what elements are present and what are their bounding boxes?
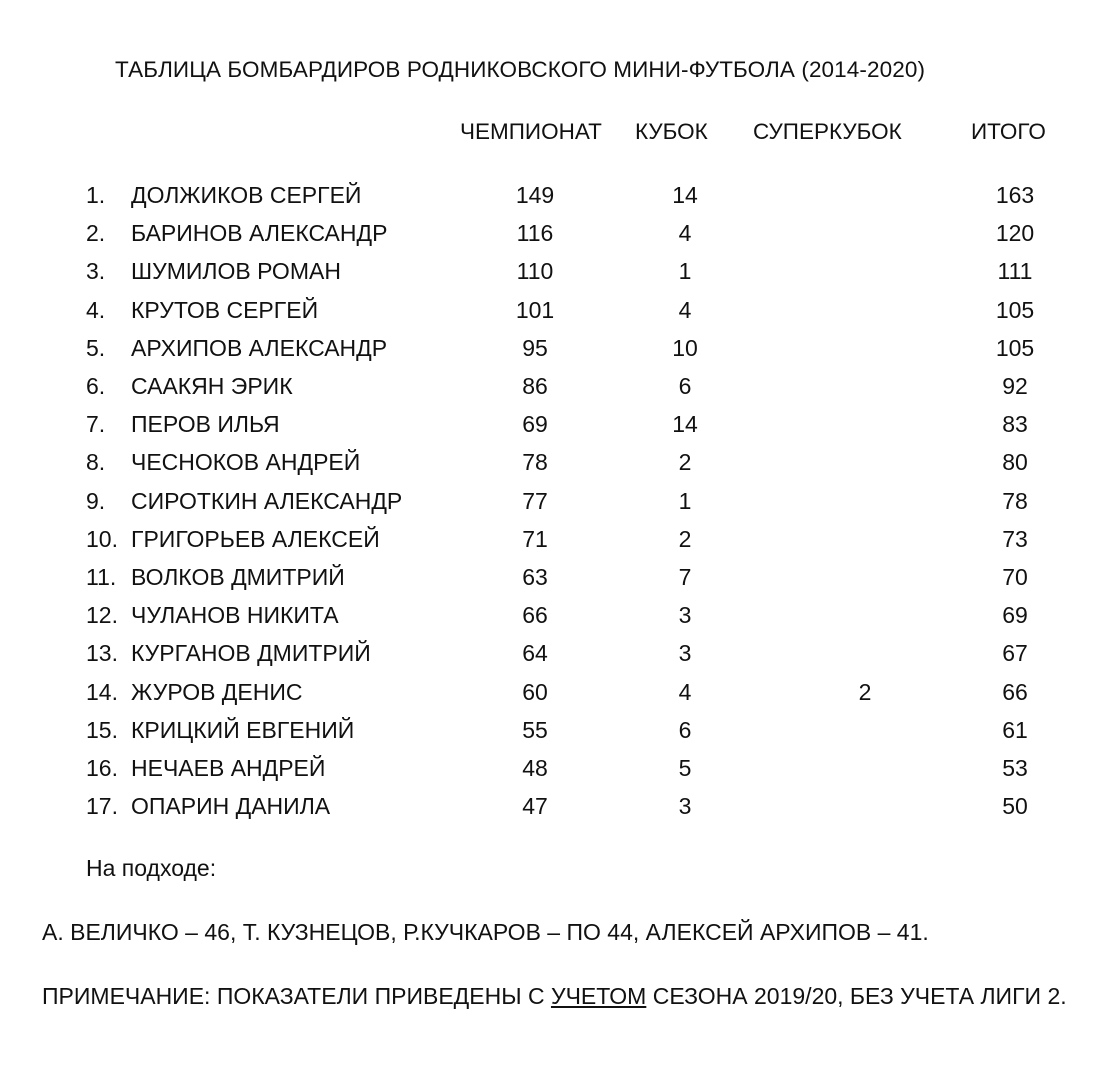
column-header-supercup: СУПЕРКУБОК bbox=[753, 119, 902, 144]
cup-goals-cell: 4 bbox=[678, 296, 692, 323]
table-row bbox=[0, 413, 1106, 443]
rank-cell: 2. bbox=[86, 220, 106, 247]
player-name-cell: ЧУЛАНОВ НИКИТА bbox=[131, 602, 339, 629]
championship-goals-cell: 95 bbox=[522, 334, 548, 361]
table-row bbox=[0, 260, 1106, 290]
player-name-cell: ДОЛЖИКОВ СЕРГЕЙ bbox=[131, 182, 362, 208]
table-row bbox=[0, 525, 1106, 558]
rank-cell: 17. bbox=[86, 793, 118, 820]
championship-goals-cell: 86 bbox=[522, 373, 548, 399]
player-name-cell: ГРИГОРЬЕВ АЛЕКСЕЙ bbox=[131, 525, 380, 552]
total-goals-cell: 50 bbox=[1002, 793, 1028, 820]
rank-cell: 16. bbox=[86, 755, 118, 781]
player-name-cell: КРИЦКИЙ ЕВГЕНИЙ bbox=[131, 716, 355, 743]
total-goals-cell: 67 bbox=[1002, 640, 1028, 667]
championship-goals-cell: 101 bbox=[515, 296, 555, 323]
player-name-cell: ОПАРИН ДАНИЛА bbox=[131, 793, 331, 820]
total-goals-cell: 163 bbox=[995, 182, 1035, 208]
cup-goals-cell: 6 bbox=[678, 716, 692, 743]
player-name-cell: СИРОТКИН АЛЕКСАНДР bbox=[131, 487, 403, 514]
rank-cell: 12. bbox=[86, 602, 118, 629]
total-goals-cell: 73 bbox=[1002, 525, 1028, 552]
rank-cell: 11. bbox=[86, 564, 117, 590]
table-row bbox=[0, 184, 1106, 214]
player-name-cell: ЧЕСНОКОВ АНДРЕЙ bbox=[131, 449, 361, 476]
cup-goals-cell: 14 bbox=[672, 182, 698, 208]
cup-goals-cell: 10 bbox=[672, 334, 698, 361]
table-row bbox=[0, 451, 1106, 481]
championship-goals-cell: 55 bbox=[522, 716, 548, 743]
cup-goals-cell: 2 bbox=[678, 449, 692, 476]
column-header-cup: КУБОК bbox=[635, 119, 708, 144]
rank-cell: 9. bbox=[86, 487, 106, 514]
rank-cell: 1. bbox=[86, 182, 106, 208]
championship-goals-cell: 116 bbox=[516, 220, 554, 247]
total-goals-cell: 83 bbox=[1002, 411, 1028, 438]
championship-goals-cell: 78 bbox=[522, 449, 548, 476]
rank-cell: 14. bbox=[86, 678, 118, 705]
championship-goals-cell: 48 bbox=[522, 755, 548, 781]
note-prefix: ПРИМЕЧАНИЕ: ПОКАЗАТЕЛИ ПРИВЕДЕНЫ С bbox=[42, 983, 551, 1009]
table-row bbox=[0, 642, 1106, 672]
rank-cell: 3. bbox=[86, 258, 106, 285]
table-row bbox=[0, 296, 1106, 329]
cup-goals-cell: 1 bbox=[678, 487, 692, 514]
note-underlined: УЧЕТОМ bbox=[550, 983, 647, 1009]
note-suffix: СЕЗОНА 2019/20, БЕЗ УЧЕТА ЛИГИ 2. bbox=[646, 983, 1067, 1009]
upcoming-label: На подходе: bbox=[86, 855, 217, 881]
upcoming-players: А. ВЕЛИЧКО – 46, Т. КУЗНЕЦОВ, Р.КУЧКАРОВ – ПО 44, АЛЕКСЕЙ АРХИПОВ – 41. bbox=[42, 919, 929, 945]
cup-goals-cell: 4 bbox=[678, 220, 692, 247]
player-name-cell: КУРГАНОВ ДМИТРИЙ bbox=[131, 640, 371, 667]
table-row bbox=[0, 716, 1106, 749]
supercup-goals-cell: 2 bbox=[858, 678, 872, 705]
total-goals-cell: 105 bbox=[995, 334, 1035, 361]
cup-goals-cell: 14 bbox=[672, 411, 698, 438]
rank-cell: 4. bbox=[86, 296, 106, 323]
column-header-championship: ЧЕМПИОНАТ bbox=[460, 119, 602, 144]
total-goals-cell: 69 bbox=[1002, 602, 1028, 629]
total-goals-cell: 78 bbox=[1002, 487, 1028, 514]
total-goals-cell: 105 bbox=[995, 296, 1035, 323]
championship-goals-cell: 149 bbox=[515, 182, 555, 208]
total-goals-cell: 80 bbox=[1002, 449, 1028, 476]
rank-cell: 7. bbox=[86, 411, 106, 438]
championship-goals-cell: 77 bbox=[522, 487, 548, 514]
table-row bbox=[0, 222, 1106, 252]
championship-goals-cell: 110 bbox=[516, 258, 554, 285]
table-row bbox=[0, 487, 1106, 520]
championship-goals-cell: 66 bbox=[522, 602, 548, 629]
player-name-cell: КРУТОВ СЕРГЕЙ bbox=[131, 296, 319, 323]
cup-goals-cell: 7 bbox=[678, 564, 692, 590]
player-name-cell: ШУМИЛОВ РОМАН bbox=[131, 258, 341, 285]
page-title: ТАБЛИЦА БОМБАРДИРОВ РОДНИКОВСКОГО МИНИ-ФУТБОЛА (2014-2020) bbox=[115, 57, 926, 82]
table-row bbox=[0, 566, 1106, 596]
cup-goals-cell: 5 bbox=[678, 755, 692, 781]
total-goals-cell: 61 bbox=[1002, 716, 1028, 743]
cup-goals-cell: 2 bbox=[678, 525, 692, 552]
table-row bbox=[0, 334, 1106, 367]
table-row bbox=[0, 678, 1106, 711]
player-name-cell: АРХИПОВ АЛЕКСАНДР bbox=[131, 334, 388, 361]
rank-cell: 13. bbox=[86, 640, 118, 667]
column-header-total: ИТОГО bbox=[971, 119, 1046, 144]
total-goals-cell: 120 bbox=[995, 220, 1035, 247]
cup-goals-cell: 4 bbox=[678, 678, 692, 705]
rank-cell: 6. bbox=[86, 373, 106, 399]
championship-goals-cell: 64 bbox=[522, 640, 548, 667]
table-row bbox=[0, 795, 1106, 825]
table-row bbox=[0, 757, 1106, 787]
player-name-cell: НЕЧАЕВ АНДРЕЙ bbox=[131, 755, 326, 781]
total-goals-cell: 111 bbox=[997, 258, 1033, 285]
championship-goals-cell: 71 bbox=[522, 525, 548, 552]
player-name-cell: СААКЯН ЭРИК bbox=[131, 373, 293, 399]
cup-goals-cell: 1 bbox=[678, 258, 692, 285]
rank-cell: 15. bbox=[86, 716, 118, 743]
total-goals-cell: 53 bbox=[1002, 755, 1028, 781]
championship-goals-cell: 60 bbox=[522, 678, 548, 705]
player-name-cell: ПЕРОВ ИЛЬЯ bbox=[131, 411, 280, 438]
cup-goals-cell: 6 bbox=[678, 373, 692, 399]
championship-goals-cell: 63 bbox=[522, 564, 548, 590]
table-row bbox=[0, 375, 1106, 405]
championship-goals-cell: 69 bbox=[522, 411, 548, 438]
rank-cell: 10. bbox=[86, 525, 118, 552]
total-goals-cell: 66 bbox=[1002, 678, 1028, 705]
rank-cell: 5. bbox=[86, 334, 106, 361]
cup-goals-cell: 3 bbox=[678, 640, 692, 667]
cup-goals-cell: 3 bbox=[678, 602, 692, 629]
championship-goals-cell: 47 bbox=[522, 793, 548, 820]
note bbox=[42, 985, 1067, 1008]
total-goals-cell: 92 bbox=[1002, 373, 1028, 399]
cup-goals-cell: 3 bbox=[678, 793, 692, 820]
player-name-cell: БАРИНОВ АЛЕКСАНДР bbox=[131, 220, 388, 247]
total-goals-cell: 70 bbox=[1002, 564, 1028, 590]
player-name-cell: ВОЛКОВ ДМИТРИЙ bbox=[131, 564, 345, 590]
table-row bbox=[0, 604, 1106, 634]
rank-cell: 8. bbox=[86, 449, 106, 476]
player-name-cell: ЖУРОВ ДЕНИС bbox=[131, 678, 303, 705]
